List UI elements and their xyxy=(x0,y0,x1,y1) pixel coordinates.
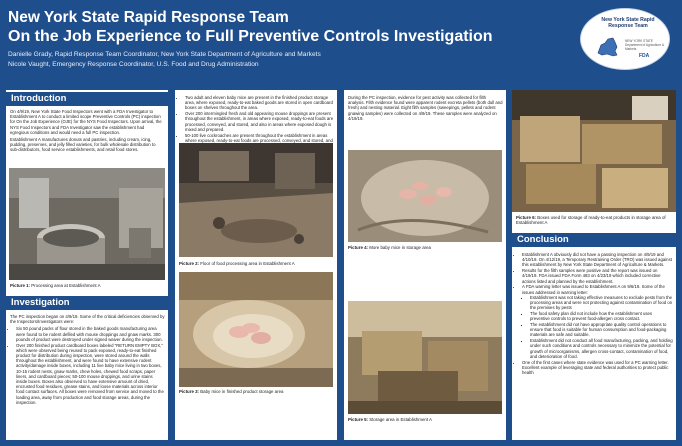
conclusion-text xyxy=(516,252,673,376)
warning-letter-issue: ▪ Establishment was not taking effective measures to exclude pests from the processing areas and were not protecting against contamination of food on the premises by pests xyxy=(530,295,673,311)
picture-4-caption xyxy=(348,245,503,250)
conclusion-item: • Results for the filth samples were positive and the report was issued on 4/19/19. FDA issued FDA Form 483 on 4/23/19 which included corrective actions listed and planned by the establishment. xyxy=(522,268,673,284)
fda-logo: FDA xyxy=(639,53,650,59)
picture-3-baby-mice xyxy=(179,272,333,387)
warning-letter-issue: ▪ The food safety plan did not include how the establishment uses preventive controls to prevent food-allergen cross contact. xyxy=(530,311,673,321)
conclusion-item: • One of the first cases where state evidence was used for a PC warning letter. Excellent example of leveraging state and federal authorities to protect public health xyxy=(522,360,673,376)
picture-6-caption-label: Picture 6: xyxy=(516,215,537,220)
picture-2-caption xyxy=(179,261,334,266)
column-4 xyxy=(512,90,676,440)
investigation-continued-list xyxy=(185,95,334,148)
picture-5-caption-text: Storage area in Establishment A xyxy=(368,417,432,422)
picture-5-caption-label: Picture 5: xyxy=(348,417,369,422)
logo-department: NEW YORK STATE Department of Agriculture & Markets xyxy=(625,39,665,51)
investigation-item: • Over 200 intermingled fresh and old appearing mouse droppings are present throughout the establishment, in areas where exposed, ready-to-eat foods are processed, conveyed, and stored, and also in areas where exposed dough is mixed and prepared. xyxy=(185,111,334,132)
picture-1-caption-text: Processing area at Establishment A xyxy=(30,283,101,288)
warning-letter-issue: ▪ The establishment did not have appropriate quality control operations to ensure that food is suitable for human consumption and food-packaging materials are safe and suitable. xyxy=(530,322,673,338)
conclusion-item: • Establishment A obviously did not have a passing inspection on 4/9/19 and 4/10/19. On 4/12/19, a Temporary Restraining Order (TRO) was issued against this establishment by New York State Department of Agriculture & Markets. xyxy=(522,252,673,268)
rapid-response-team-logo xyxy=(580,8,670,70)
investigation-item: • Two adult and eleven baby mice are present in the finished product storage area, where exposed, ready-to-eat baked goods are stored in open cardboard boxes on shelves throughout the area. xyxy=(185,95,334,111)
picture-6-caption xyxy=(516,215,672,226)
column-3 xyxy=(344,90,506,440)
poster-title-line2: On the Job Experience to Full Preventive Controls Investigation xyxy=(8,28,493,45)
warning-letter-issues-list xyxy=(530,295,673,359)
column-1 xyxy=(6,90,168,440)
new-york-state-map-icon xyxy=(595,35,621,61)
investigation-text xyxy=(10,314,165,406)
investigation-item: • 50-100 live cockroaches are present throughout the establishment in areas where exposed, ready-to-eat foods are processed, conveyed, and stored, and xyxy=(185,133,334,149)
introduction-heading: Introduction xyxy=(6,92,168,106)
logo-title: New York State Rapid Response Team xyxy=(601,17,655,29)
picture-4-caption-text: More baby mice in storage area xyxy=(368,245,431,250)
poster-header xyxy=(0,0,682,84)
conclusion-item-text: A FDA warning letter was issued to Establishment A on 9/6/19. Some of the issues addressed in warning letter: xyxy=(522,284,665,295)
picture-3-caption-text: Baby mice in finished product storage area xyxy=(199,389,284,394)
author-line-2: Nicole Vaught, Emergency Response Coordinator, U.S. Food and Drug Administration xyxy=(8,61,259,68)
introduction-paragraph-1: On 4/9/19, New York State Food Inspectors went with a FDA Investigator to Establishment A to conduct a limited scope Preventive Controls (PC) inspection for On the Job Experience (OJE) for the NYS Food Inspectors. Upon arrival, the NYS Food Inspectors and FDA Investigator saw the establishment had egregious conditions and would need a full PC inspection. xyxy=(10,109,162,135)
picture-5-storage-area xyxy=(348,301,502,414)
picture-6-caption-text: Boxes used for storage of ready-to-eat products in storage area of Establishment A xyxy=(516,215,666,226)
introduction-paragraph-2: Establishment A manufactures donuts and pastries, including cream, icing, pudding, preserves, and jelly filled varieties, for bulk wholesale distribution to sub-distributors, food service establishments, and retail food stores. xyxy=(10,137,156,153)
investigation-item: • Over 200 finished product cardboard boxes labeled "RETURN EMPTY BOX," which were observed being reused to pack exposed, ready-to-eat finished product for distribution during inspection, were stored around the walls throughout the establishment, and were found to have extensive rodent activity/damage inside boxes, including 11 live baby mice living in two boxes, 10-15 rodent nests, gnaw marks, chew holes, chewed food scraps, paper liners, and cardboard pieces; 50-100 mouse droppings, and urine stains inside boxes. Boxes also observed to have extensive amount of dried, encrusted food residues, grease stains, and loose materials across interior food contact surfaces. All boxes were removed from service and moved to the loading area, away from production and food storage areas, during the inspection. xyxy=(16,343,165,405)
picture-4-more-baby-mice xyxy=(348,150,502,242)
investigation-heading: Investigation xyxy=(6,296,168,310)
picture-6-boxes-storage xyxy=(512,90,676,212)
investigation-list xyxy=(16,326,165,405)
picture-1-caption xyxy=(10,283,164,288)
picture-2-caption-text: Floor of food processing area in Establishment A xyxy=(199,261,295,266)
picture-2-caption-label: Picture 2: xyxy=(179,261,200,266)
poster-title-line1: New York State Rapid Response Team xyxy=(8,9,289,26)
conclusion-list xyxy=(522,252,673,375)
warning-letter-issue: ▪ Establishment did not conduct all food manufacturing, packing, and holding under such conditions and controls necessary to minimize the potential for growth of microorganisms, allergen cross-contact, contamination of food, and deterioration of food. xyxy=(530,338,673,359)
investigation-intro: The PC inspection began on 4/9/19. Some of the critical deficiencies observed by the Inspectors/Investigators were: xyxy=(10,314,165,325)
picture-4-caption-label: Picture 4: xyxy=(348,245,369,250)
investigation-item: • Six 50 pound packs of flour stored in the baked goods manufacturing area were found to be rodent defiled with mouse droppings and gnaw marks. 300 pounds of product were destroyed under signed waiver during the inspection. xyxy=(16,326,165,342)
picture-1-processing-area xyxy=(9,168,165,280)
picture-1-caption-label: Picture 1: xyxy=(10,283,31,288)
conclusion-item xyxy=(522,284,673,359)
picture-3-caption xyxy=(179,389,334,394)
column-2 xyxy=(175,90,337,440)
filth-evidence-text: During the PC inspection, evidence for pest activity was collected for filth analysis. Filth evidence found were apparent rodent excreta pellets (both dull and fresh) and nesting material. Eight filth samples (sweepings, pellets and rodent gnawing samples) were collected on 4/9/19. These samples were analyzed on 4/19/19. xyxy=(348,95,503,121)
investigation-continued-text xyxy=(179,95,334,149)
picture-5-caption xyxy=(348,417,503,422)
conclusion-heading: Conclusion xyxy=(512,233,676,247)
picture-3-caption-label: Picture 3: xyxy=(179,389,200,394)
introduction-text xyxy=(10,109,164,155)
author-line-1: Danielle Grady, Rapid Response Team Coordinator, New York State Department of Agriculture and Markets xyxy=(8,51,321,58)
picture-2-floor-processing-area xyxy=(179,143,333,257)
